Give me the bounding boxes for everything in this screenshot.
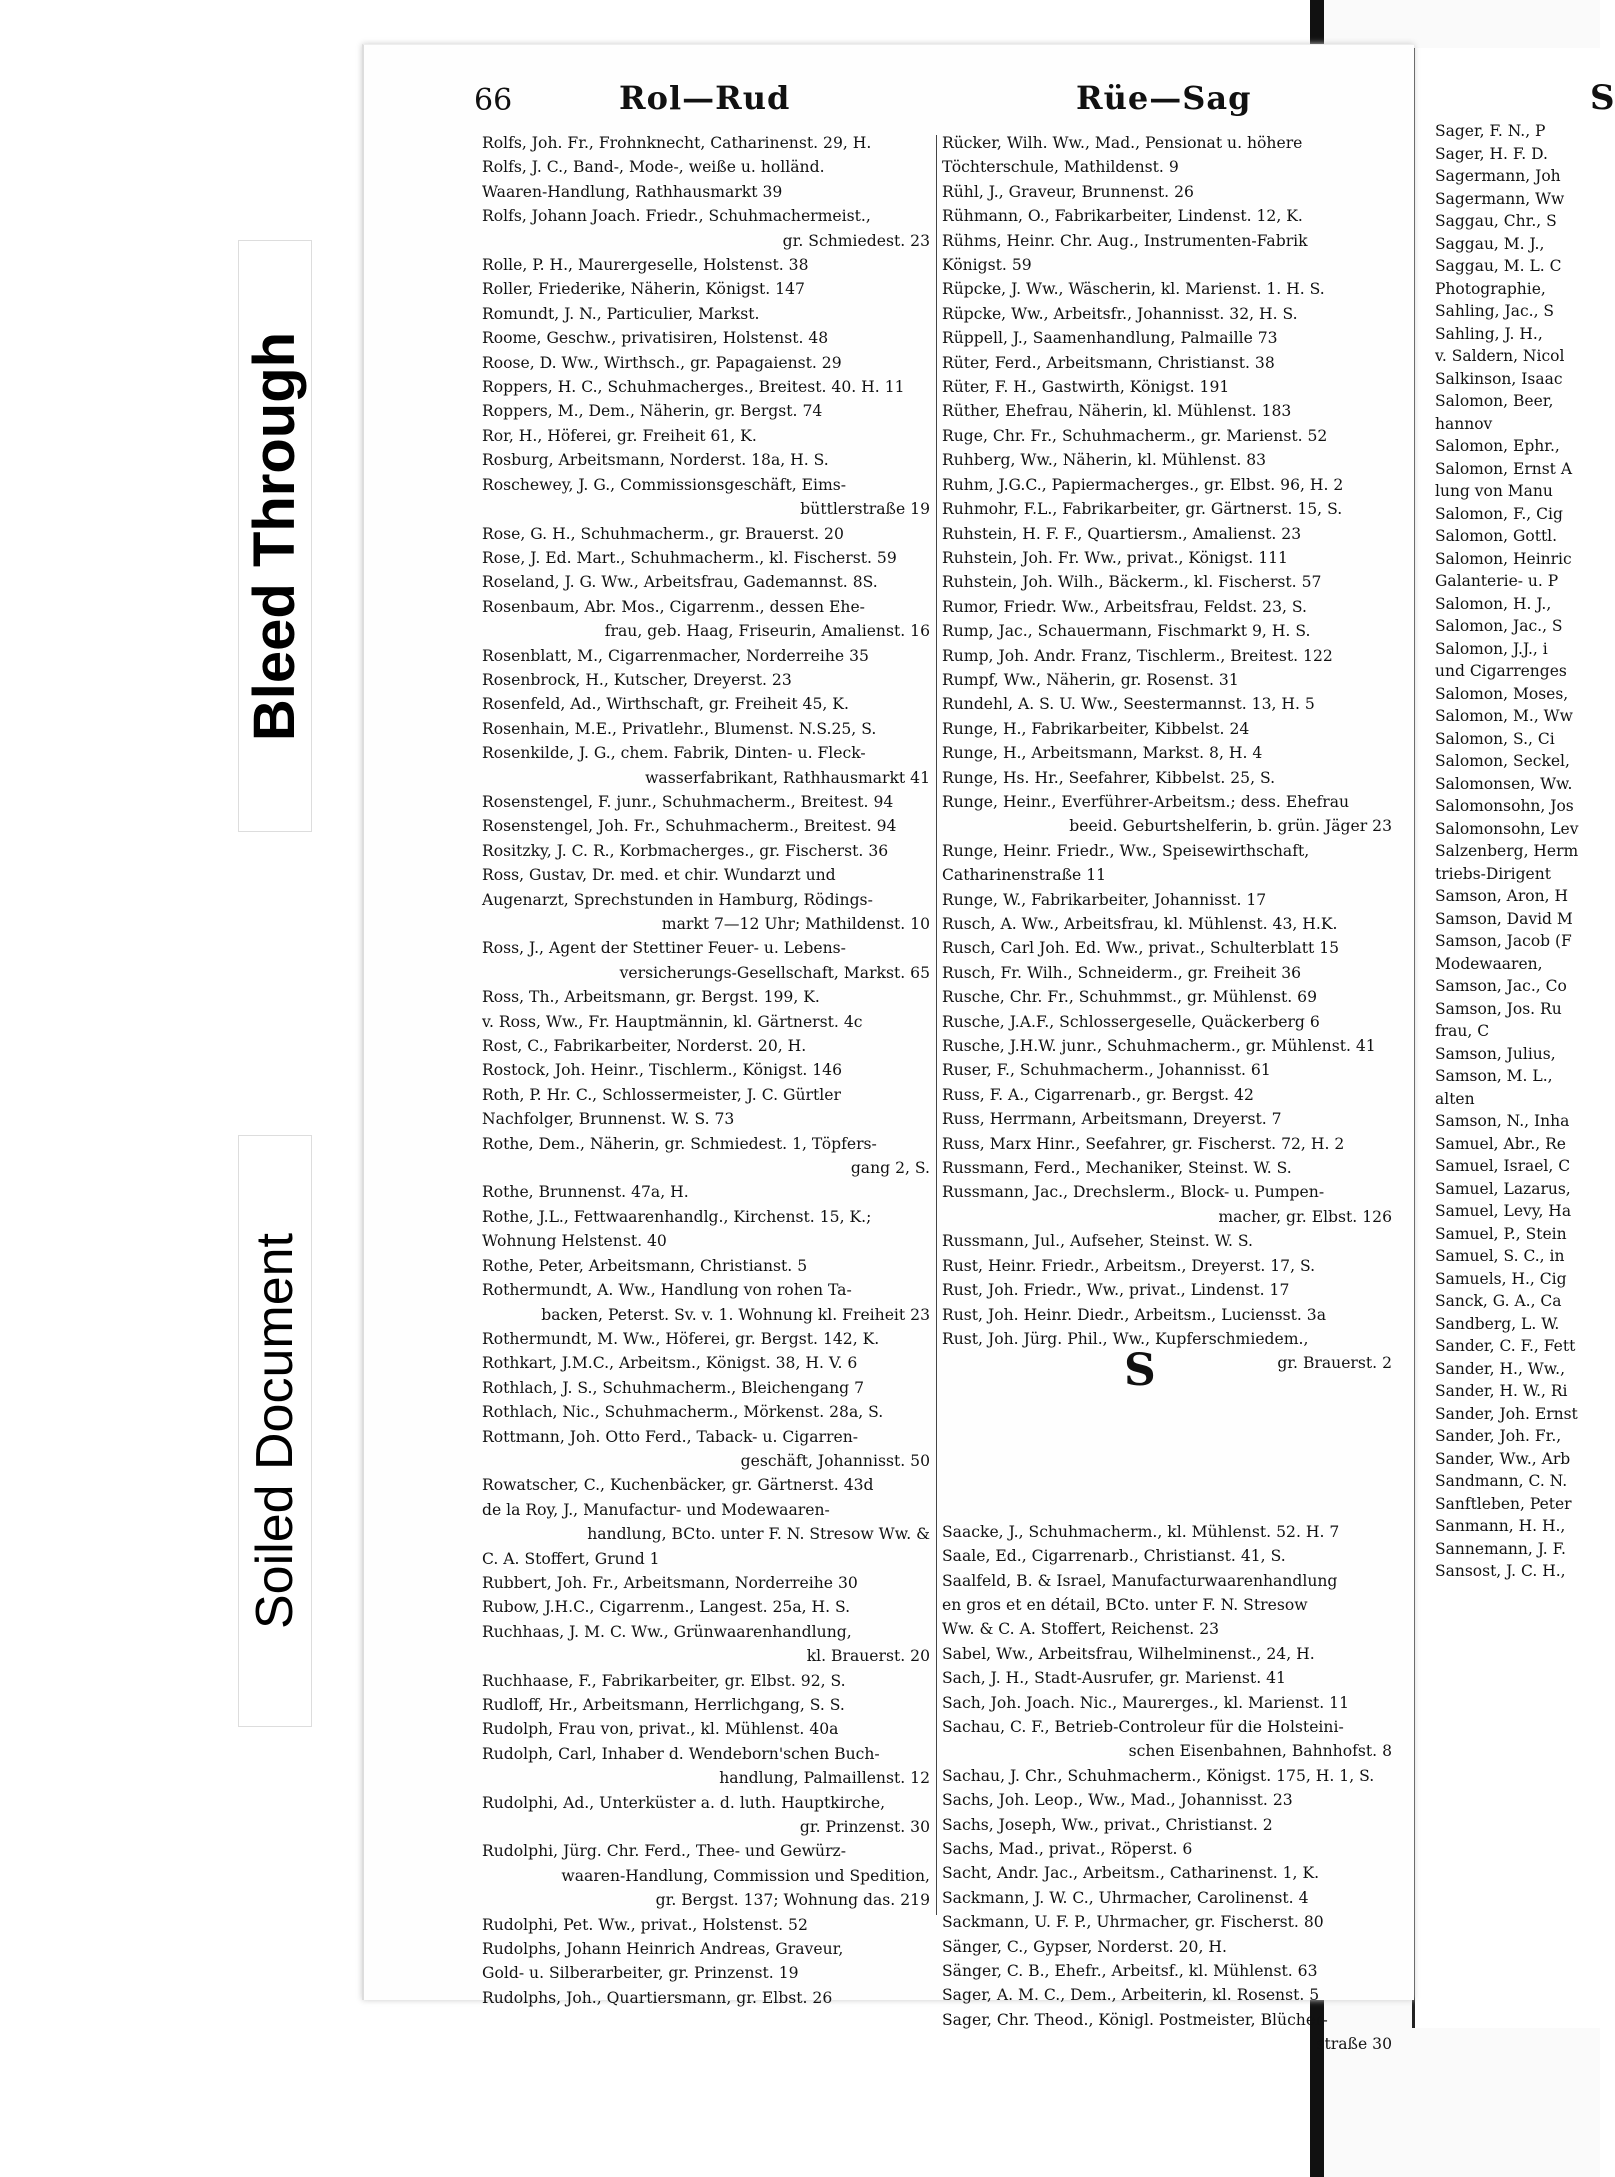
adjacent-entry: Sander, C. F., Fett [1435, 1337, 1576, 1355]
directory-entry: Roppers, H. C., Schuhmacherges., Breitest. 40. H. 11 [482, 378, 905, 397]
directory-entry: Ruhstein, Joh. Fr. Ww., privat., Königst. 111 [942, 548, 1288, 567]
adjacent-entry: Samson, Julius, [1435, 1044, 1556, 1063]
directory-entry: Roschewey, J. G., Commissionsgeschäft, Eims- [482, 475, 847, 494]
directory-entry: schen Eisenbahnen, Bahnhofst. 8 [1128, 1742, 1392, 1761]
directory-entry: beeid. Geburtshelferin, b. grün. Jäger 23 [1069, 817, 1392, 836]
directory-entry: Rudolph, Carl, Inhaber d. Wendeborn'schen Buch- [482, 1744, 880, 1763]
adjacent-entry: Sander, Joh. Ernst [1435, 1404, 1578, 1423]
directory-entry: Ror, H., Höferei, gr. Freiheit 61, K. [482, 426, 757, 445]
directory-entry: Sänger, C. B., Ehefr., Arbeitsf., kl. Mühlenst. 63 [942, 1962, 1318, 1981]
directory-entry: Rothlach, Nic., Schuhmacherm., Mörkenst. 28a, S. [482, 1403, 884, 1422]
bleed-through-tag [238, 240, 312, 832]
directory-entry: Rüpcke, J. Ww., Wäscherin, kl. Marienst. 1. H. S. [942, 280, 1325, 299]
adjacent-entry: Salomon, S., Ci [1435, 729, 1555, 748]
soiled-document-tag [238, 1135, 312, 1727]
directory-entry: Rositzky, J. C. R., Korbmacherges., gr. Fischerst. 36 [482, 841, 889, 860]
directory-entry: Sager, Chr. Theod., Königl. Postmeister, Blücher- [942, 2010, 1328, 2029]
directory-entry: Rothe, Brunnenst. 47a, H. [482, 1183, 689, 1202]
adjacent-entry: Samson, Jacob (F [1435, 932, 1572, 950]
directory-entry: Runge, Heinr. Friedr., Ww., Speisewirthschaft, [942, 841, 1310, 860]
adjacent-entry: Salomon, Ernst A [1435, 459, 1573, 478]
directory-entry: Wohnung Helstenst. 40 [482, 1232, 667, 1251]
directory-entry: Rosenkilde, J. G., chem. Fabrik, Dinten- u. Fleck- [482, 744, 866, 763]
directory-entry: Sachs, Mad., privat., Röperst. 6 [942, 1840, 1193, 1858]
directory-entry: Russ, Herrmann, Arbeitsmann, Dreyerst. 7 [942, 1110, 1282, 1129]
directory-entry: Rudolphi, Jürg. Chr. Ferd., Thee- und Gewürz- [482, 1842, 847, 1861]
directory-entry: Sacht, Andr. Jac., Arbeitsm., Catharinenst. 1, K. [942, 1864, 1320, 1883]
adjacent-entry: Sansost, J. C. H., [1435, 1562, 1566, 1580]
directory-entry: Russmann, Ferd., Mechaniker, Steinst. W. S. [942, 1159, 1292, 1178]
directory-entry: Rust, Joh. Heinr. Diedr., Arbeitsm., Luciensst. 3a [942, 1305, 1327, 1324]
directory-entry: Rosenhain, M.E., Privatlehr., Blumenst. N.S.25, S. [482, 719, 877, 738]
directory-entry: Rothe, Dem., Näherin, gr. Schmiedest. 1, Töpfers- [482, 1134, 877, 1153]
directory-entry: Sänger, C., Gypser, Norderst. 20, H. [942, 1937, 1227, 1956]
directory-entry [942, 1376, 1392, 1400]
adjacent-entry: Salomon, M., Ww [1435, 707, 1573, 725]
right-column-entries [942, 131, 1392, 2057]
adjacent-entry: hannov [1435, 414, 1493, 433]
directory-entry: Rusche, J.H.W. junr., Schuhmacherm., gr. Mühlenst. 41 [942, 1037, 1376, 1056]
column-divider [936, 135, 937, 1915]
directory-entry: Rosenstengel, Joh. Fr., Schuhmacherm., Breitest. 94 [482, 817, 897, 836]
directory-entry: versicherungs-Gesellschaft, Markst. 65 [619, 963, 930, 982]
directory-entry: geschäft, Johannisst. 50 [740, 1451, 930, 1470]
adjacent-entry: Saggau, M. J., [1435, 234, 1545, 253]
directory-entry: Ruser, F., Schuhmacherm., Johannisst. 61 [942, 1061, 1271, 1080]
adjacent-entry: Saggau, M. L. C [1435, 257, 1562, 275]
directory-entry: Rühmann, O., Fabrikarbeiter, Lindenst. 12, K. [942, 207, 1303, 226]
directory-entry: Rudolphi, Pet. Ww., privat., Holstenst. 52 [482, 1915, 808, 1934]
adjacent-entry: Sander, Joh. Fr., [1435, 1427, 1562, 1445]
directory-entry: Sach, J. H., Stadt-Ausrufer, gr. Marienst. 41 [942, 1669, 1286, 1688]
directory-entry: Augenarzt, Sprechstunden in Hamburg, Rödings- [482, 890, 873, 909]
directory-entry [942, 1400, 1392, 1424]
directory-entry: Rosenstengel, F. junr., Schuhmacherm., Breitest. 94 [482, 792, 894, 811]
directory-entry: Rudloff, Hr., Arbeitsmann, Herrlichgang, S. S. [482, 1696, 845, 1714]
adjacent-entry: Salomon, F., Cig [1435, 504, 1563, 523]
directory-entry: Rosenbaum, Abr. Mos., Cigarrenm., dessen Ehe- [482, 597, 865, 616]
directory-entry: Russmann, Jul., Aufseher, Steinst. W. S. [942, 1232, 1253, 1251]
directory-entry: Sackmann, J. W. C., Uhrmacher, Carolinenst. 4 [942, 1888, 1309, 1907]
adjacent-entry: Salomon, Jac., S [1435, 617, 1563, 635]
directory-entry: Runge, W., Fabrikarbeiter, Johannisst. 17 [942, 890, 1267, 909]
directory-entry: Roseland, J. G. Ww., Arbeitsfrau, Gademannst. 8S. [482, 573, 878, 592]
directory-entry: Russ, Marx Hinr., Seefahrer, gr. Fischerst. 72, H. 2 [942, 1134, 1345, 1153]
section-letter: S [1124, 1345, 1156, 1396]
directory-entry: Rosenfeld, Ad., Wirthschaft, gr. Freiheit 45, K. [482, 695, 849, 714]
directory-entry: Sachs, Joseph, Ww., privat., Christianst. 2 [942, 1815, 1273, 1834]
bleed-through-label: Bleed Through [242, 331, 308, 741]
adjacent-entry: Sander, H. W., Ri [1435, 1382, 1568, 1400]
adjacent-entry: Galanterie- u. P [1435, 572, 1559, 590]
adjacent-entry: Sanftleben, Peter [1435, 1494, 1572, 1513]
directory-entry: Sachau, C. F., Betrieb-Controleur für die Holsteini- [942, 1717, 1344, 1736]
directory-entry: Sabel, Ww., Arbeitsfrau, Wilhelminenst., 24, H. [942, 1644, 1315, 1663]
directory-entry: Ruge, Chr. Fr., Schuhmacherm., gr. Marienst. 52 [942, 426, 1328, 445]
adjacent-entry: Sager, F. N., P [1435, 122, 1546, 140]
directory-entry: handlung, Palmaillenst. 12 [719, 1769, 930, 1788]
directory-entry: Ruhm, J.G.C., Papiermacherges., gr. Elbst. 96, H. 2 [942, 475, 1344, 494]
directory-entry: Rolfs, Joh. Fr., Frohnknecht, Catharinenst. 29, H. [482, 134, 872, 152]
directory-entry: macher, gr. Elbst. 126 [1218, 1207, 1392, 1226]
adjacent-entry: v. Saldern, Nicol [1435, 347, 1565, 365]
adjacent-entry: triebs-Dirigent [1435, 864, 1551, 883]
adjacent-entry: Samson, N., Inha [1435, 1112, 1570, 1130]
adjacent-entry: Samson, David M [1435, 909, 1573, 928]
directory-entry: Rücker, Wilh. Ww., Mad., Pensionat u. höhere [942, 134, 1303, 152]
directory-entry: Ross, Th., Arbeitsmann, gr. Bergst. 199, K. [482, 988, 820, 1007]
directory-entry: C. A. Stoffert, Grund 1 [482, 1549, 660, 1568]
directory-entry: en gros et en détail, BCto. unter F. N. Stresow [942, 1595, 1308, 1614]
directory-entry: Rusch, Carl Joh. Ed. Ww., privat., Schulterblatt 15 [942, 939, 1340, 958]
directory-entry: Rust, Joh. Jürg. Phil., Ww., Kupferschmiedem., [942, 1329, 1309, 1348]
adjacent-entry: Samuel, Abr., Re [1435, 1134, 1566, 1153]
directory-entry: Rosenbrock, H., Kutscher, Dreyerst. 23 [482, 670, 792, 689]
directory-entry: Rostock, Joh. Heinr., Tischlerm., Königst. 146 [482, 1061, 843, 1080]
directory-entry: Rühms, Heinr. Chr. Aug., Instrumenten-Fabrik [942, 231, 1308, 250]
directory-entry: Ruhstein, H. F. F., Quartiersm., Amalienst. 23 [942, 524, 1302, 543]
directory-entry: waaren-Handlung, Commission und Spedition, [561, 1866, 930, 1885]
adjacent-entry: Sagermann, Joh [1435, 167, 1561, 185]
running-header-left: Rol—Rud [619, 79, 791, 117]
directory-entry: Rudolphi, Ad., Unterküster a. d. luth. Hauptkirche, [482, 1793, 886, 1812]
adjacent-entry: Salzenberg, Herm [1435, 842, 1579, 860]
directory-entry: Ross, J., Agent der Stettiner Feuer- u. Lebens- [482, 939, 846, 958]
directory-entry: gr. Prinzenst. 30 [799, 1818, 930, 1837]
directory-entry: Rosburg, Arbeitsmann, Norderst. 18a, H. S. [482, 451, 829, 470]
directory-entry [942, 1496, 1392, 1520]
adjacent-entry: Sahling, Jac., S [1435, 302, 1555, 320]
directory-entry: Rothe, J.L., Fettwaarenhandlg., Kirchenst. 15, K.; [482, 1207, 872, 1226]
adjacent-entry: Sander, H., Ww., [1435, 1359, 1566, 1378]
directory-entry: gr. Brauerst. 2 [1277, 1354, 1392, 1373]
directory-entry: Rust, Heinr. Friedr., Arbeitsm., Dreyerst. 17, S. [942, 1256, 1316, 1275]
adjacent-entry: Salomon, Beer, [1435, 392, 1554, 410]
directory-entry: Rüppell, J., Saamenhandlung, Palmaille 73 [942, 329, 1278, 348]
directory-entry: Rosenblatt, M., Cigarrenmacher, Norderreihe 35 [482, 646, 869, 665]
adjacent-entry: Sanmann, H. H., [1435, 1517, 1566, 1535]
directory-entry: Rubbert, Joh. Fr., Arbeitsmann, Norderreihe 30 [482, 1573, 858, 1592]
adjacent-entry: Salomon, J.J., i [1435, 639, 1548, 658]
directory-page [362, 44, 1414, 2054]
directory-entry: Saale, Ed., Cigarrenarb., Christianst. 41, S. [942, 1547, 1286, 1566]
directory-entry: Saalfeld, B. & Israel, Manufacturwaarenhandlung [942, 1571, 1338, 1590]
directory-entry: Rose, G. H., Schuhmacherm., gr. Brauerst. 20 [482, 524, 844, 543]
running-header-right: Rüe—Sag [1076, 79, 1252, 117]
adjacent-entry: Salomon, Heinric [1435, 549, 1572, 568]
directory-entry: Rüpcke, Ww., Arbeitsfr., Johannisst. 32, H. S. [942, 304, 1298, 323]
directory-entry: Roth, P. Hr. C., Schlossermeister, J. C. Gürtler [482, 1085, 841, 1104]
adjacent-entry: Salomon, Seckel, [1435, 752, 1570, 770]
adjacent-entry: Sager, H. F. D. [1435, 144, 1548, 163]
adjacent-entry: Saggau, Chr., S [1435, 212, 1557, 230]
directory-entry: v. Ross, Ww., Fr. Hauptmännin, kl. Gärtnerst. 4c [482, 1012, 863, 1031]
directory-entry: Rump, Joh. Andr. Franz, Tischlerm., Breitest. 122 [942, 646, 1333, 665]
directory-entry: Romundt, J. N., Particulier, Markst. [482, 304, 760, 323]
directory-entry: Rudolphs, Joh., Quartiersmann, gr. Elbst. 26 [482, 1988, 833, 2007]
directory-entry: Roome, Geschw., privatisiren, Holstenst. 48 [482, 329, 829, 348]
directory-entry: Sachau, J. Chr., Schuhmacherm., Königst. 175, H. 1, S. [942, 1766, 1375, 1785]
adjacent-entry: Samuel, Israel, C [1435, 1157, 1571, 1175]
directory-entry: handlung, BCto. unter F. N. Stresow Ww. & [587, 1525, 930, 1544]
directory-entry: Russmann, Jac., Drechslerm., Block- u. Pumpen- [942, 1183, 1325, 1202]
adjacent-entry: Salomonsohn, Jos [1435, 797, 1574, 815]
directory-entry: Sager, A. M. C., Dem., Arbeiterin, kl. Rosenst. 5 [942, 1986, 1320, 2005]
adjacent-page-entries [1435, 120, 1605, 1583]
directory-entry: Rühl, J., Graveur, Brunnenst. 26 [942, 182, 1194, 201]
directory-entry [942, 1472, 1392, 1496]
directory-entry: büttlerstraße 19 [800, 500, 930, 519]
adjacent-entry: Samson, M. L., [1435, 1067, 1553, 1085]
directory-entry: Runge, H., Arbeitsmann, Markst. 8, H. 4 [942, 744, 1263, 763]
directory-entry: Rolfs, Johann Joach. Friedr., Schuhmachermeist., [482, 207, 871, 226]
directory-entry: Runge, Hs. Hr., Seefahrer, Kibbelst. 25, S. [942, 768, 1276, 787]
adjacent-entry: Samson, Jac., Co [1435, 977, 1567, 995]
adjacent-entry: Salomon, Gottl. [1435, 527, 1558, 545]
adjacent-entry: Salomonsen, Ww. [1435, 774, 1573, 793]
directory-entry: backen, Peterst. Sv. v. 1. Wohnung kl. Freiheit 23 [541, 1305, 930, 1324]
adjacent-entry: Sanck, G. A., Ca [1435, 1292, 1562, 1310]
adjacent-entry: und Cigarrenges [1435, 662, 1567, 680]
directory-entry: Runge, H., Fabrikarbeiter, Kibbelst. 24 [942, 719, 1250, 738]
directory-entry: de la Roy, J., Manufactur- und Modewaaren- [482, 1500, 830, 1519]
directory-entry: wasserfabrikant, Rathhausmarkt 41 [645, 768, 930, 787]
directory-entry: Töchterschule, Mathildenst. 9 [942, 158, 1179, 177]
directory-entry: Rust, Joh. Friedr., Ww., privat., Lindenst. 17 [942, 1281, 1290, 1300]
adjacent-entry: Sahling, J. H., [1435, 324, 1543, 343]
adjacent-entry: Samuel, Lazarus, [1435, 1179, 1571, 1198]
directory-entry: Rothlach, J. S., Schuhmacherm., Bleichengang 7 [482, 1378, 865, 1397]
directory-entry: Rowatscher, C., Kuchenbäcker, gr. Gärtnerst. 43d [482, 1476, 874, 1495]
directory-entry: Ruhstein, Joh. Wilh., Bäckerm., kl. Fischerst. 57 [942, 573, 1322, 592]
directory-entry: Rumpf, Ww., Näherin, gr. Rosenst. 31 [942, 670, 1239, 689]
adjacent-entry: Samson, Aron, H [1435, 887, 1568, 905]
directory-entry: Roppers, M., Dem., Näherin, gr. Bergst. 74 [482, 402, 823, 421]
directory-entry: Rumor, Friedr. Ww., Arbeitsfrau, Feldst. 23, S. [942, 597, 1307, 616]
directory-entry: Catharinenstraße 11 [942, 866, 1107, 885]
directory-entry: Ruhmohr, F.L., Fabrikarbeiter, gr. Gärtnerst. 15, S. [942, 500, 1343, 519]
directory-entry: Sach, Joh. Joach. Nic., Maurerges., kl. Marienst. 11 [942, 1693, 1350, 1712]
adjacent-entry: Modewaaren, [1435, 954, 1543, 973]
adjacent-entry: Salkinson, Isaac [1435, 369, 1563, 388]
adjacent-page [1412, 48, 1615, 2028]
directory-entry: Rubow, J.H.C., Cigarrenm., Langest. 25a, H. S. [482, 1598, 851, 1617]
directory-entry: Nachfolger, Brunnenst. W. S. 73 [482, 1110, 735, 1129]
directory-entry: Ruhberg, Ww., Näherin, kl. Mühlenst. 83 [942, 451, 1267, 470]
directory-entry: Rusche, J.A.F., Schlossergeselle, Quäckerberg 6 [942, 1012, 1320, 1031]
directory-entry: Saacke, J., Schuhmacherm., kl. Mühlenst. 52. H. 7 [942, 1522, 1340, 1541]
adjacent-entry: Sagermann, Ww [1435, 189, 1565, 208]
directory-entry: Rudolph, Frau von, privat., kl. Mühlenst. 40a [482, 1720, 839, 1739]
adjacent-page-header: S [1590, 78, 1615, 118]
directory-entry: Rothermundt, A. Ww., Handlung von rohen Ta- [482, 1281, 852, 1300]
directory-entry: Russ, F. A., Cigarrenarb., gr. Bergst. 42 [942, 1085, 1254, 1104]
directory-entry: Rothermundt, M. Ww., Höferei, gr. Bergst. 142, K. [482, 1329, 880, 1348]
directory-entry [942, 1424, 1392, 1448]
directory-entry: Rusch, A. Ww., Arbeitsfrau, kl. Mühlenst. 43, H.K. [942, 915, 1338, 933]
adjacent-entry: Salomonsohn, Lev [1435, 819, 1579, 838]
adjacent-entry: Sannemann, J. F. [1435, 1539, 1566, 1558]
adjacent-entry: lung von Manu [1435, 482, 1553, 500]
directory-entry: Rose, J. Ed. Mart., Schuhmacherm., kl. Fischerst. 59 [482, 548, 897, 567]
directory-entry: Waaren-Handlung, Rathhausmarkt 39 [482, 182, 783, 201]
directory-entry: Rolfs, J. C., Band-, Mode-, weiße u. holländ. [482, 158, 825, 177]
adjacent-entry: Sander, Ww., Arb [1435, 1449, 1571, 1468]
directory-entry: Rusch, Fr. Wilh., Schneiderm., gr. Freiheit 36 [942, 963, 1302, 982]
adjacent-entry: Samuel, P., Stein [1435, 1224, 1567, 1243]
directory-entry: Rüter, F. H., Gastwirth, Königst. 191 [942, 378, 1230, 397]
directory-entry: Runge, Heinr., Everführer-Arbeitsm.; dess. Ehefrau [942, 792, 1350, 811]
directory-entry: frau, geb. Haag, Friseurin, Amalienst. 16 [604, 622, 930, 641]
adjacent-entry: Salomon, Moses, [1435, 684, 1569, 703]
directory-entry: gang 2, S. [850, 1159, 930, 1178]
directory-entry: Rundehl, A. S. U. Ww., Seestermannst. 13, H. 5 [942, 695, 1315, 714]
soiled-document-label: Soiled Document [246, 1233, 304, 1629]
adjacent-entry: frau, C [1435, 1022, 1490, 1040]
directory-entry: kl. Brauerst. 20 [806, 1647, 930, 1666]
directory-entry: Sackmann, U. F. P., Uhrmacher, gr. Fischerst. 80 [942, 1913, 1324, 1932]
directory-entry: Rolle, P. H., Maurergeselle, Holstenst. 38 [482, 256, 809, 275]
adjacent-entry: Samuel, Levy, Ha [1435, 1202, 1572, 1220]
directory-entry: Ross, Gustav, Dr. med. et chir. Wundarzt und [482, 866, 836, 885]
directory-entry: gr. Bergst. 137; Wohnung das. 219 [655, 1891, 930, 1910]
directory-entry: Rump, Jac., Schauermann, Fischmarkt 9, H. S. [942, 622, 1311, 641]
directory-entry: Rüter, Ferd., Arbeitsmann, Christianst. 38 [942, 353, 1275, 372]
directory-entry: Rothkart, J.M.C., Arbeitsm., Königst. 38, H. V. 6 [482, 1354, 858, 1373]
left-column-entries [482, 131, 930, 2010]
adjacent-entry: Samuels, H., Cig [1435, 1269, 1567, 1288]
directory-entry: Roose, D. Ww., Wirthsch., gr. Papagaienst. 29 [482, 353, 842, 372]
page-number: 66 [474, 83, 513, 118]
directory-entry: Sachs, Joh. Leop., Ww., Mad., Johannisst. 23 [942, 1791, 1293, 1810]
directory-entry: Ww. & C. A. Stoffert, Reichenst. 23 [942, 1620, 1220, 1639]
adjacent-entry: Sandberg, L. W. [1435, 1314, 1560, 1333]
directory-entry: Ruchhaase, F., Fabrikarbeiter, gr. Elbst. 92, S. [482, 1671, 846, 1690]
directory-entry: Rottmann, Joh. Otto Ferd., Taback- u. Cigarren- [482, 1427, 859, 1446]
directory-entry: Roller, Friederike, Näherin, Königst. 147 [482, 280, 805, 299]
directory-entry: Rudolphs, Johann Heinrich Andreas, Graveur, [482, 1940, 844, 1959]
adjacent-entry: Salomon, H. J., [1435, 594, 1552, 613]
directory-entry: markt 7—12 Uhr; Mathildenst. 10 [661, 915, 930, 933]
adjacent-entry: Photographie, [1435, 279, 1546, 298]
directory-entry: Rost, C., Fabrikarbeiter, Norderst. 20, H. [482, 1037, 807, 1056]
directory-entry: Rüther, Ehefrau, Näherin, kl. Mühlenst. 183 [942, 402, 1292, 421]
adjacent-entry: Salomon, Ephr., [1435, 437, 1560, 455]
directory-entry: Ruchhaas, J. M. C. Ww., Grünwaarenhandlung, [482, 1622, 852, 1641]
directory-entry [942, 1448, 1392, 1472]
directory-entry: Rusche, Chr. Fr., Schuhmmst., gr. Mühlenst. 69 [942, 988, 1317, 1007]
directory-entry: Rothe, Peter, Arbeitsmann, Christianst. 5 [482, 1256, 808, 1275]
adjacent-entry: Sandmann, C. N. [1435, 1472, 1568, 1490]
directory-entry: straße 30 [1316, 2035, 1392, 2054]
directory-entry: Königst. 59 [942, 256, 1032, 275]
adjacent-entry: Samson, Jos. Ru [1435, 999, 1562, 1018]
directory-entry: gr. Schmiedest. 23 [782, 231, 930, 250]
adjacent-entry: Samuel, S. C., in [1435, 1247, 1565, 1265]
adjacent-entry: alten [1435, 1089, 1475, 1108]
directory-entry: Gold- u. Silberarbeiter, gr. Prinzenst. 19 [482, 1964, 799, 1983]
